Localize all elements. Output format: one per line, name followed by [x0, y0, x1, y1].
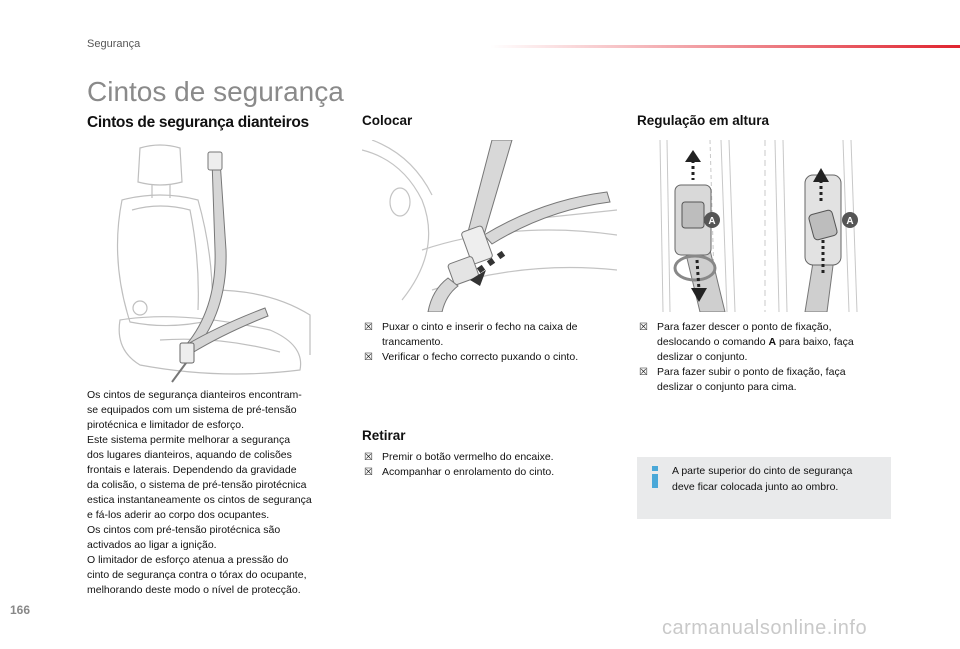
front-belts-heading: Cintos de segurança dianteiros	[87, 114, 309, 131]
front-belts-description	[87, 388, 347, 598]
page-number: 166	[10, 603, 31, 617]
bullet-line: Premir o botão vermelho do encaixe.	[382, 451, 554, 463]
bullet-line: Puxar o cinto e inserir o fecho na caixa de	[382, 321, 578, 333]
control-reference: A	[768, 336, 777, 348]
height-adjust-illustration	[655, 140, 865, 312]
checkbox-bullet-icon: ☒	[364, 352, 373, 363]
paragraph-line: se equipados com um sistema de pré-tensão	[87, 404, 297, 416]
paragraph-line: estica instantaneamente os cintos de segurança	[87, 494, 312, 506]
info-icon	[650, 466, 660, 488]
list-item	[364, 350, 619, 365]
callout-a-right: A	[846, 216, 854, 227]
callout-a-left: A	[708, 216, 716, 227]
bullet-line: trancamento.	[382, 336, 444, 348]
checkbox-bullet-icon: ☒	[639, 367, 648, 378]
remove-heading: Retirar	[362, 428, 406, 443]
list-item	[364, 465, 619, 480]
paragraph-line: melhorando deste modo o nível de protecção.	[87, 584, 301, 596]
paragraph-line: activados ao ligar a ignição.	[87, 539, 217, 551]
list-item	[639, 320, 894, 365]
section-label: Segurança	[87, 38, 141, 50]
remove-instructions	[364, 450, 619, 480]
fasten-heading: Colocar	[362, 113, 413, 128]
paragraph-line: Os cintos de segurança dianteiros encontram-	[87, 389, 302, 401]
paragraph-line: frontais e laterais. Dependendo da gravidade	[87, 464, 297, 476]
bullet-line: Acompanhar o enrolamento do cinto.	[382, 466, 555, 478]
checkbox-bullet-icon: ☒	[364, 322, 373, 333]
info-line: deve ficar colocada junto ao ombro.	[672, 481, 839, 493]
info-text	[672, 463, 882, 495]
paragraph-line: O limitador de esforço atenua a pressão do	[87, 554, 289, 566]
bullet-line: Para fazer subir o ponto de fixação, faça	[657, 366, 846, 378]
checkbox-bullet-icon: ☒	[364, 467, 373, 478]
bullet-line: Verificar o fecho correcto puxando o cinto.	[382, 351, 579, 363]
paragraph-line: cinto de segurança contra o tórax do ocupante,	[87, 569, 307, 581]
fasten-instructions	[364, 320, 619, 365]
list-item	[639, 365, 894, 395]
checkbox-bullet-icon: ☒	[364, 452, 373, 463]
paragraph-line: e fá-los aderir ao corpo dos ocupantes.	[87, 509, 270, 521]
height-adjust-heading: Regulação em altura	[637, 113, 770, 128]
bullet-text: para baixo, faça	[776, 336, 854, 348]
paragraph-line: Os cintos com pré-tensão pirotécnica são	[87, 524, 281, 536]
buckle-illustration	[362, 140, 617, 312]
watermark: carmanualsonline.info	[662, 617, 868, 639]
paragraph-line: pirotécnica e limitador de esforço.	[87, 419, 244, 431]
info-line: A parte superior do cinto de segurança	[672, 465, 853, 477]
header-accent-line	[490, 45, 960, 48]
checkbox-bullet-icon: ☒	[639, 322, 648, 333]
bullet-line	[657, 335, 894, 350]
height-adjust-instructions	[639, 320, 894, 395]
page-title: Cintos de segurança	[87, 76, 344, 107]
bullet-line: deslizar o conjunto para cima.	[657, 381, 797, 393]
list-item	[364, 320, 619, 350]
paragraph-line: dos lugares dianteiros, aquando de colisões	[87, 449, 292, 461]
bullet-text: deslocando o comando	[657, 336, 769, 348]
seat-belt-illustration	[100, 140, 325, 385]
bullet-line: Para fazer descer o ponto de fixação,	[657, 321, 832, 333]
paragraph-line: da colisão, o sistema de pré-tensão pirotécnica	[87, 479, 307, 491]
bullet-line: deslizar o conjunto.	[657, 351, 748, 363]
paragraph-line: Este sistema permite melhorar a segurança	[87, 434, 291, 446]
list-item	[364, 450, 619, 465]
